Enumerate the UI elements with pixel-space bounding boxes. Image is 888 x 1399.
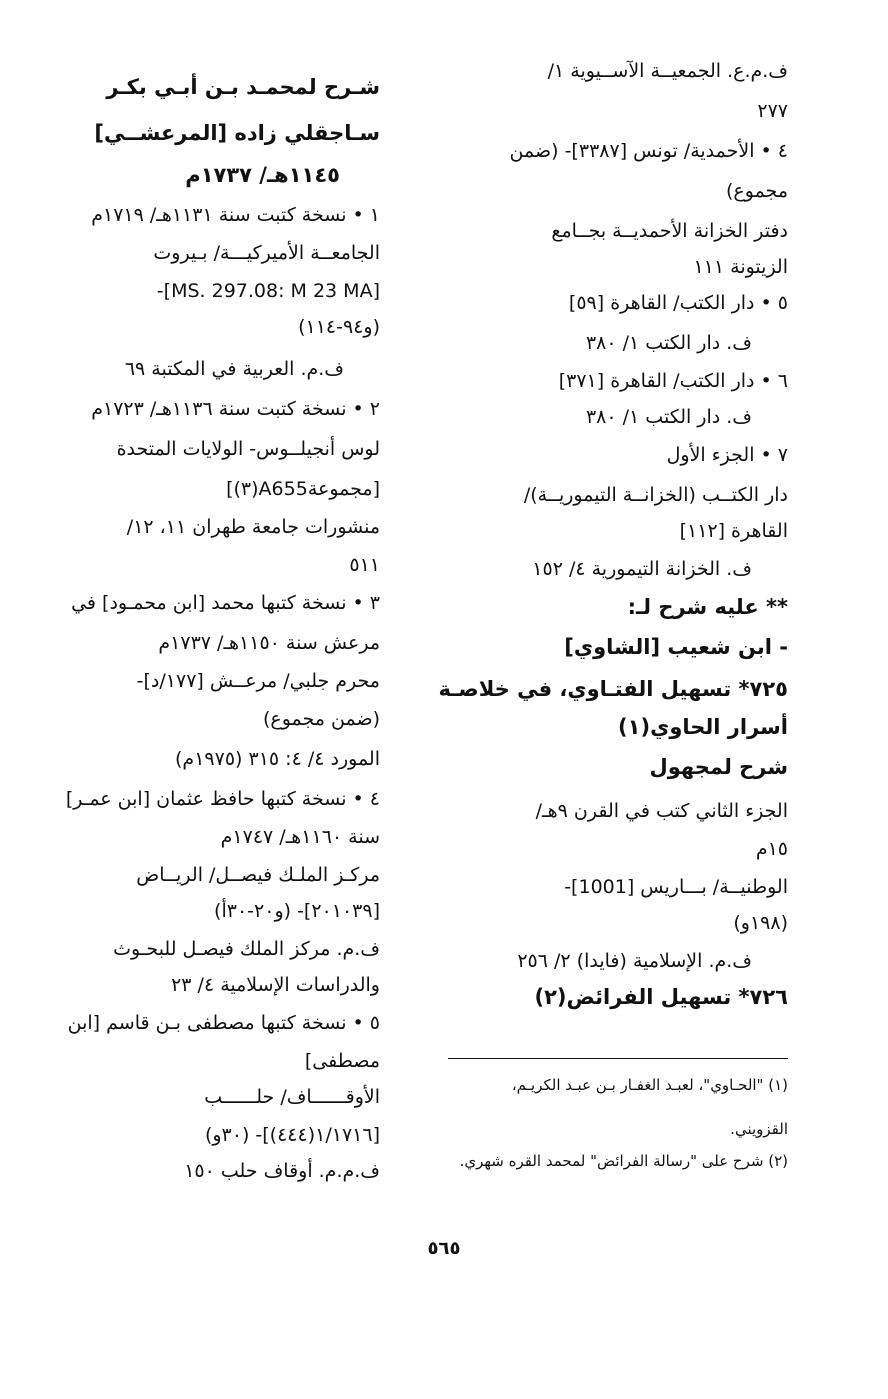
text-line: ٣ • نسخة كتبها محمد [ابن محمـود] في bbox=[71, 592, 380, 614]
entry-date: ١١٤٥هـ/ ١٧٣٧م bbox=[185, 163, 340, 187]
entry-title: ٧٢٥* تسهيل الفتـاوي، في خلاصـة bbox=[438, 677, 788, 701]
text-line: ف. دار الكتب ١/ ٣٨٠ bbox=[585, 406, 752, 428]
text-line: ٦ • دار الكتب/ القاهرة [٣٧١] bbox=[558, 370, 788, 392]
text-line: والدراسات الإسلامية ٤/ ٢٣ bbox=[171, 974, 380, 996]
text-line: ف.م.ع. الجمعيــة الآســيوية ١/ bbox=[547, 60, 788, 82]
text-line: (ضمن مجموع) bbox=[262, 708, 380, 730]
text-line: الجامعــة الأميركيـــة/ بـيروت bbox=[153, 242, 380, 264]
text-line: ف. دار الكتب ١/ ٣٨٠ bbox=[585, 332, 752, 354]
entry-author: سـاجقلي زاده [المرعشــي] bbox=[94, 121, 380, 145]
text-line: ٢ • نسخة كتبت سنة ١١٣٦هـ/ ١٧٢٣م bbox=[91, 398, 380, 420]
footnote: (١) "الحـاوي"، لعبـد الغفـار بـن عبـد الكريـم، bbox=[511, 1076, 788, 1094]
text-line: [MS. 297.08: M 23 MA]- bbox=[156, 280, 380, 302]
entry-title: ٧٢٦* تسهيل الفرائض(٢) bbox=[534, 985, 788, 1009]
heading-line: - ابن شعيب [الشاوي] bbox=[564, 635, 788, 659]
text-line: ١ • نسخة كتبت سنة ١١٣١هـ/ ١٧١٩م bbox=[91, 204, 380, 226]
entry-author: شرح لمجهول bbox=[649, 755, 788, 779]
text-line: (و٩٤-١١٤) bbox=[298, 316, 380, 338]
text-line: محرم جلبي/ مرعــش [١٧٧/د]- bbox=[136, 670, 380, 692]
entry-author: شـرح لمحمـد بـن أبـي بكـر bbox=[106, 75, 380, 99]
text-line: [٢٠١٠٣٩]- (و٢٠-٣٠أ) bbox=[214, 900, 380, 922]
page-number: ٥٦٥ bbox=[427, 1238, 461, 1259]
text-line: ف.م.م. أوقاف حلب ١٥٠ bbox=[184, 1160, 380, 1182]
text-line: مجموع) bbox=[726, 180, 788, 202]
text-line: مركـز الملـك فيصــل/ الريــاض bbox=[136, 864, 380, 886]
footnote: (٢) شرح على "رسالة الفرائض" لمحمد القره شهري. bbox=[459, 1152, 788, 1170]
text-line: (١٩٨و) bbox=[733, 912, 788, 934]
text-line: لوس أنجيلــوس- الولايات المتحدة bbox=[116, 438, 380, 460]
text-line: ٥ • نسخة كتبها مصطفى بـن قاسم [ابن bbox=[67, 1012, 380, 1034]
footnote-rule bbox=[448, 1058, 788, 1059]
text-line: ٤ • الأحمدية/ تونس [٣٣٨٧]- (ضمن bbox=[509, 140, 788, 162]
text-line: ف. الخزانة التيمورية ٤/ ١٥٢ bbox=[532, 558, 752, 580]
footnote: القزويني. bbox=[730, 1120, 788, 1138]
heading-line: ** عليه شرح لـ: bbox=[627, 595, 788, 619]
text-line: ٢٧٧ bbox=[757, 100, 788, 122]
text-line: الجزء الثاني كتب في القرن ٩هـ/ bbox=[535, 800, 788, 822]
text-line: دار الكتــب (الخزانــة التيموريــة)/ bbox=[523, 484, 788, 506]
text-line: الوطنيــة/ بـــاريس [1001]- bbox=[564, 876, 788, 898]
text-line: [مجموعةA655(٣)] bbox=[226, 478, 380, 500]
text-line: ف.م. الإسلامية (فايدا) ٢/ ٢٥٦ bbox=[517, 950, 752, 972]
text-line: القاهرة [١١٢] bbox=[679, 520, 788, 542]
text-line: ف.م. مركز الملك فيصـل للبحـوث bbox=[113, 938, 380, 960]
entry-title: أسرار الحاوي(١) bbox=[618, 715, 788, 739]
text-line: دفتر الخزانة الأحمديــة بجــامع bbox=[551, 220, 788, 242]
text-line: ف.م. العربية في المكتبة ٦٩ bbox=[124, 358, 344, 380]
text-line: الزيتونة ١١١ bbox=[693, 256, 788, 278]
text-line: ٥١١ bbox=[349, 554, 380, 576]
text-line: مرعش سنة ١١٥٠هـ/ ١٧٣٧م bbox=[158, 632, 380, 654]
text-line: [١/١٧١٦(٤٤٤)]- (٣٠و) bbox=[204, 1124, 380, 1146]
text-line: ٥ • دار الكتب/ القاهرة [٥٩] bbox=[568, 292, 788, 314]
text-line: ٤ • نسخة كتبها حافظ عثمان [ابن عمـر] bbox=[65, 788, 380, 810]
text-line: مصطفى] bbox=[304, 1050, 380, 1072]
text-line: ١٥م bbox=[755, 838, 788, 860]
text-line: المورد ٤/ ٤: ٣١٥ (١٩٧٥م) bbox=[175, 748, 380, 770]
text-line: سنة ١١٦٠هـ/ ١٧٤٧م bbox=[220, 826, 380, 848]
text-line: ٧ • الجزء الأول bbox=[666, 444, 788, 466]
text-line: الأوقــــــاف/ حلــــــب bbox=[204, 1086, 380, 1108]
text-line: منشورات جامعة طهران ١١، ١٢/ bbox=[126, 516, 380, 538]
